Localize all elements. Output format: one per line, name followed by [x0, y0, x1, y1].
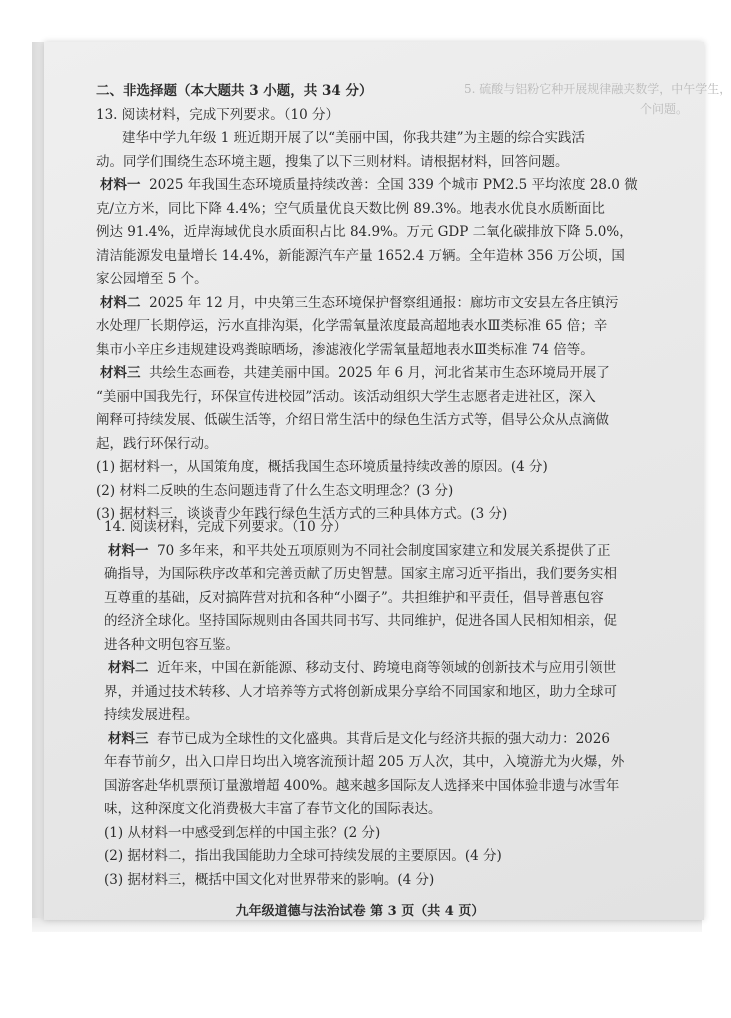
- material-13-1-line: [96, 174, 696, 198]
- sub-question: (1) 据材料一，从国策角度，概括我国生态环境质量持续改善的原因。(4 分): [96, 459, 548, 475]
- section-heading: 二、非选择题（本大题共 3 小题，共 34 分）: [96, 83, 373, 99]
- sub-question: (2) 材料二反映的生态问题违背了什么生态文明理念？(3 分): [96, 482, 454, 499]
- material-13-2-line: 集市小辛庄乡违规建设鸡粪晾晒场，渗滤液化学需氧量超地表水Ⅲ类标准 74 倍等。: [96, 341, 594, 358]
- material-14-1-line: 互尊重的基础，反对搞阵营对抗和各种“小圈子”。共担维护和平责任，倡导普惠包容: [104, 589, 604, 606]
- question-13-block: [96, 80, 696, 527]
- material-label: 材料三: [100, 365, 141, 381]
- material-14-3-line: [104, 728, 694, 752]
- page-shadow-bottom: [32, 918, 702, 932]
- material-14-1-line: [104, 540, 694, 564]
- material-13-2-line: 水处理厂长期停运，污水直排沟渠，化学需氧量浓度最高超地表水Ⅲ类标准 65 倍；辛: [96, 318, 608, 334]
- material-label: 材料一: [100, 177, 141, 193]
- material-label: 材料一: [108, 542, 149, 559]
- material-text: 70 多年来，和平共处五项原则为不同社会制度国家建立和发展关系提供了正: [157, 542, 611, 559]
- material-text: 近年来，中国在新能源、移动支付、跨境电商等领域的创新技术与应用引领世: [157, 660, 617, 676]
- material-13-2-line: [96, 292, 696, 316]
- material-14-3-line: 年春节前夕，出入口岸日均出入境客流预计超 205 万人次，其中，入境游尤为火爆，外: [104, 754, 625, 770]
- question-14-block: [104, 516, 694, 892]
- material-13-1-line: 例达 91.4%，近岸海域优良水质面积占比 84.9%。万元 GDP 二氧化碳排放下降 5.0%，: [96, 224, 633, 240]
- question-14-title: 14. 阅读材料，完成下列要求。（10 分）: [104, 519, 347, 535]
- question-13-intro-line: 动。同学们围绕生态环境主题，搜集了以下三则材料。请根据材料，回答问题。: [96, 153, 569, 170]
- material-14-2-line: 持续发展进程。: [104, 707, 199, 723]
- material-text: 2025 年我国生态环境质量持续改善：全国 339 个城市 PM2.5 平均浓度 28.0 微: [149, 177, 638, 193]
- material-14-1-line: 进各种文明包容互鉴。: [104, 636, 239, 653]
- sub-question: (2) 据材料二，指出我国能助力全球可持续发展的主要原因。(4 分): [104, 848, 502, 864]
- material-14-1-line: 确指导，为国际秩序改革和完善贡献了历史智慧。国家主席习近平指出，我们要务实相: [104, 566, 617, 582]
- sub-question: (3) 据材料三，谈谈青少年践行绿色生活方式的三种具体方式。(3 分): [96, 506, 508, 522]
- material-13-3-line: “美丽中国我先行，环保宣传进校园”活动。该活动组织大学生志愿者走进社区，深入: [96, 388, 596, 405]
- bleed-through-text-2: 个问题。: [640, 102, 689, 116]
- material-text: 共绘生态画卷，共建美丽中国。2025 年 6 月，河北省某市生态环境局开展了: [149, 365, 610, 381]
- material-14-2-line: 界，并通过技术转移、人才培养等方式将创新成果分享给不同国家和地区，助力全球可: [104, 683, 617, 700]
- material-13-1-line: 克/立方米，同比下降 4.4%；空气质量优良天数比例 89.3%。地表水优良水质断面比: [96, 200, 605, 217]
- material-label: 材料二: [100, 294, 141, 311]
- question-13-intro-line: 建华中学九年级 1 班近期开展了以“美丽中国，你我共建”为主题的综合实践活: [122, 130, 585, 146]
- material-13-3-line: 起，践行环保行动。: [96, 435, 218, 452]
- bleed-through-text: 5. 硫酸与铝粉它种开展规律融夹数学，中午学生，: [464, 82, 731, 96]
- material-13-3-line: [96, 362, 696, 386]
- material-14-3-line: 味，这种深度文化消费极大丰富了春节文化的国际表达。: [104, 801, 442, 817]
- material-label: 材料二: [108, 660, 149, 676]
- material-14-2-line: [104, 657, 694, 681]
- material-13-3-line: 阐释可持续发展、低碳生活等，介绍日常生活中的绿色生活方式等，倡导公众从点滴做: [96, 412, 609, 428]
- sub-question: (3) 据材料三，概括中国文化对世界带来的影响。(4 分): [104, 871, 435, 888]
- question-13-title: 13. 阅读材料，完成下列要求。（10 分）: [96, 106, 339, 123]
- material-14-1-line: 的经济全球化。坚持国际规则由各国共同书写、共同维护，促进各国人民相知相亲，促: [104, 613, 617, 629]
- material-label: 材料三: [108, 730, 149, 747]
- material-14-3-line: 国游客赴华机票预订量激增超 400%。越来越多国际友人选择来中国体验非遗与冰雪年: [104, 777, 620, 794]
- sub-question: (1) 从材料一中感受到怎样的中国主张？(2 分): [104, 824, 381, 841]
- material-text: 春节已成为全球性的文化盛典。其背后是文化与经济共振的强大动力：2026: [157, 730, 610, 747]
- page-footer: 九年级道德与法治试卷 第 3 页（共 4 页）: [235, 904, 485, 919]
- material-13-1-line: 家公园增至 5 个。: [96, 271, 208, 287]
- material-text: 2025 年 12 月，中央第三生态环境保护督察组通报：廊坊市文安县左各庄镇污: [149, 294, 619, 311]
- material-13-1-line: 清洁能源发电量增长 14.4%，新能源汽车产量 1652.4 万辆。全年造林 356 万公顷，国: [96, 247, 625, 264]
